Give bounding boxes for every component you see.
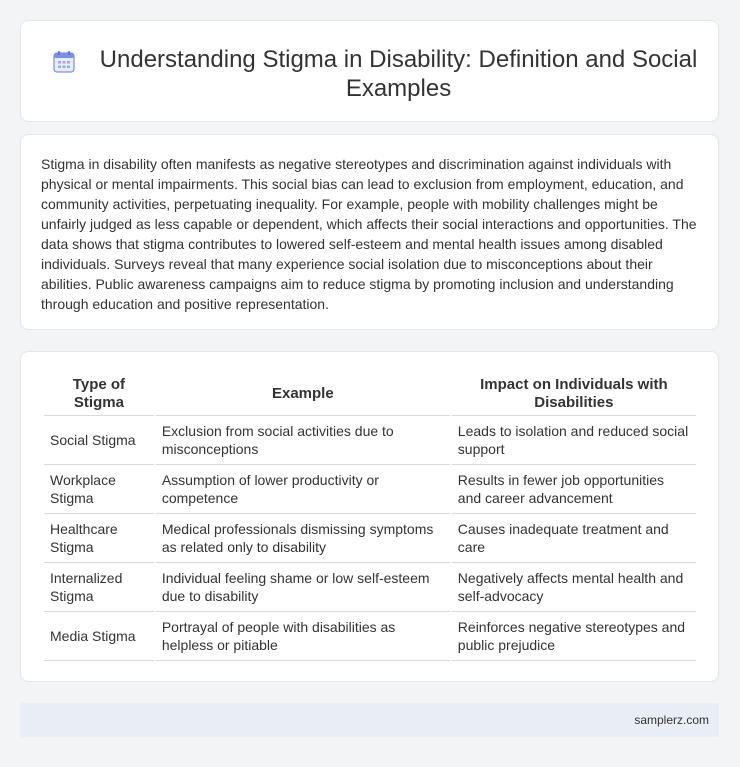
column-header-example: Example xyxy=(156,372,450,416)
table-row xyxy=(44,416,696,465)
description-card xyxy=(20,134,719,330)
source-link[interactable]: samplerz.com xyxy=(634,713,709,727)
title-card xyxy=(20,20,719,122)
cell-type: Media Stigma xyxy=(44,612,154,661)
footer-bar xyxy=(20,703,719,737)
cell-impact: Negatively affects mental health and self-advocacy xyxy=(452,563,696,612)
page-title: Understanding Stigma in Disability: Definition and Social Examples xyxy=(99,46,698,102)
table-row xyxy=(44,612,696,661)
stigma-table xyxy=(42,372,698,661)
column-header-impact: Impact on Individuals with Disabilities xyxy=(452,372,696,416)
cell-example: Exclusion from social activities due to misconceptions xyxy=(156,416,450,465)
table-row xyxy=(44,563,696,612)
cell-example: Portrayal of people with disabilities as helpless or pitiable xyxy=(156,612,450,661)
cell-example: Individual feeling shame or low self-esteem due to disability xyxy=(156,563,450,612)
cell-type: Social Stigma xyxy=(44,416,154,465)
column-header-type: Type of Stigma xyxy=(44,372,154,416)
calendar-icon xyxy=(51,49,77,75)
cell-example: Medical professionals dismissing symptoms as related only to disability xyxy=(156,514,450,563)
cell-impact: Causes inadequate treatment and care xyxy=(452,514,696,563)
cell-impact: Leads to isolation and reduced social support xyxy=(452,416,696,465)
cell-type: Workplace Stigma xyxy=(44,465,154,514)
cell-example: Assumption of lower productivity or competence xyxy=(156,465,450,514)
table-header-row xyxy=(44,372,696,416)
table-card xyxy=(20,351,719,682)
table-row xyxy=(44,514,696,563)
cell-impact: Reinforces negative stereotypes and public prejudice xyxy=(452,612,696,661)
cell-impact: Results in fewer job opportunities and career advancement xyxy=(452,465,696,514)
cell-type: Internalized Stigma xyxy=(44,563,154,612)
table-row xyxy=(44,465,696,514)
description-text: Stigma in disability often manifests as negative stereotypes and discrimination against individuals with physical or mental impairments. This social bias can lead to exclusion from employment, education, and community activities, perpetuating inequality. For example, people with mobility challenges might be unfairly judged as less capable or dependent, which affects their social interactions and opportunities. The data shows that stigma contributes to lowered self-esteem and mental health issues among disabled individuals. Surveys reveal that many experience social isolation due to misconceptions about their abilities. Public awareness campaigns aim to reduce stigma by promoting inclusion and understanding through education and positive representation. xyxy=(41,156,697,312)
cell-type: Healthcare Stigma xyxy=(44,514,154,563)
